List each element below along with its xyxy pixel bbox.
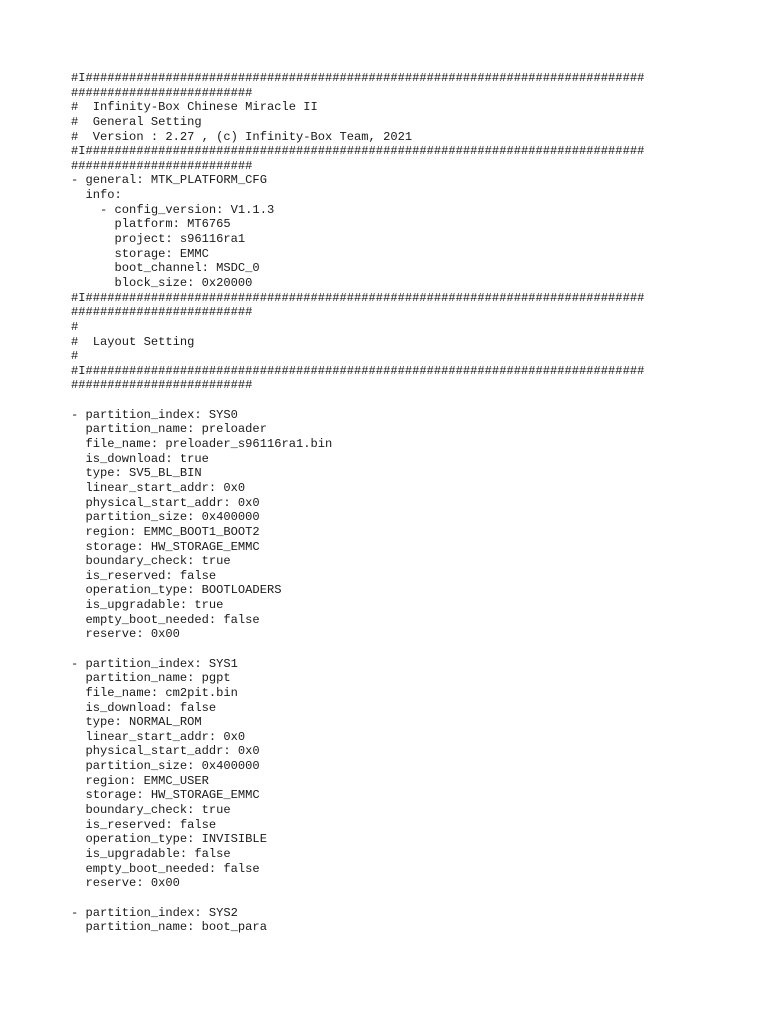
physical-start-addr-field: physical_start_addr: 0x0 (71, 744, 260, 759)
header-rule: #I############################################################################# (71, 71, 645, 85)
type-field: type: SV5_BL_BIN (71, 466, 202, 481)
blank-line (71, 642, 761, 657)
layout-setting-comment: # Layout Setting (71, 334, 195, 349)
header-rule-continuation: ######################### (71, 85, 253, 100)
header-rule: #I############################################################################# (71, 144, 645, 159)
partition-index-sys0: - partition_index: SYS0 (71, 407, 238, 422)
file-name-field: file_name: preloader_s96116ra1.bin (71, 437, 333, 452)
partition-name-field: partition_name: boot_para (71, 920, 267, 935)
info-key: info: (71, 188, 122, 203)
file-name-field: file_name: cm2pit.bin (71, 685, 238, 700)
section-rule-continuation: ######################### (71, 378, 253, 393)
section-rule-continuation: ######################### (71, 305, 253, 320)
section-rule: #I############################################################################# (71, 290, 645, 305)
operation-type-field: operation_type: INVISIBLE (71, 832, 267, 847)
empty-boot-needed-field: empty_boot_needed: false (71, 612, 260, 627)
partition-size-field: partition_size: 0x400000 (71, 759, 260, 774)
storage-field: storage: HW_STORAGE_EMMC (71, 539, 260, 554)
operation-type-field: operation_type: BOOTLOADERS (71, 583, 282, 598)
is-download-field: is_download: true (71, 451, 209, 466)
block-size-field: block_size: 0x20000 (71, 275, 253, 290)
blank-line (71, 891, 761, 906)
is-download-field: is_download: false (71, 700, 217, 715)
general-entry: - general: MTK_PLATFORM_CFG (71, 173, 267, 188)
partition-name-field: partition_name: pgpt (71, 671, 231, 686)
region-field: region: EMMC_BOOT1_BOOT2 (71, 524, 260, 539)
section-rule: #I############################################################################# (71, 363, 645, 378)
is-upgradable-field: is_upgradable: true (71, 598, 224, 613)
is-reserved-field: is_reserved: false (71, 817, 217, 832)
header-rule-continuation: ######################### (71, 158, 253, 173)
partition-index-sys2: - partition_index: SYS2 (71, 905, 238, 920)
config-version-field: - config_version: V1.1.3 (71, 202, 275, 217)
boundary-check-field: boundary_check: true (71, 803, 231, 818)
platform-field: platform: MT6765 (71, 217, 231, 232)
physical-start-addr-field: physical_start_addr: 0x0 (71, 495, 260, 510)
project-field: project: s96116ra1 (71, 232, 246, 247)
blank-line (71, 393, 761, 408)
boundary-check-field: boundary_check: true (71, 554, 231, 569)
empty-boot-needed-field: empty_boot_needed: false (71, 861, 260, 876)
document-page (71, 71, 761, 935)
reserve-field: reserve: 0x00 (71, 627, 180, 642)
comment-line: # (71, 319, 79, 334)
boot-channel-field: boot_channel: MSDC_0 (71, 261, 260, 276)
type-field: type: NORMAL_ROM (71, 715, 202, 730)
version-comment: # Version : 2.27 , (c) Infinity-Box Team, 2021 (71, 129, 413, 144)
partition-size-field: partition_size: 0x400000 (71, 510, 260, 525)
reserve-field: reserve: 0x00 (71, 876, 180, 891)
partition-name-field: partition_name: preloader (71, 422, 267, 437)
general-setting-comment: # General Setting (71, 114, 202, 129)
region-field: region: EMMC_USER (71, 773, 209, 788)
is-upgradable-field: is_upgradable: false (71, 846, 231, 861)
linear-start-addr-field: linear_start_addr: 0x0 (71, 480, 246, 495)
is-reserved-field: is_reserved: false (71, 568, 217, 583)
partition-index-sys1: - partition_index: SYS1 (71, 656, 238, 671)
storage-field: storage: EMMC (71, 246, 209, 261)
linear-start-addr-field: linear_start_addr: 0x0 (71, 729, 246, 744)
storage-field: storage: HW_STORAGE_EMMC (71, 788, 260, 803)
comment-line: # (71, 349, 79, 364)
product-title-comment: # Infinity-Box Chinese Miracle II (71, 100, 318, 115)
